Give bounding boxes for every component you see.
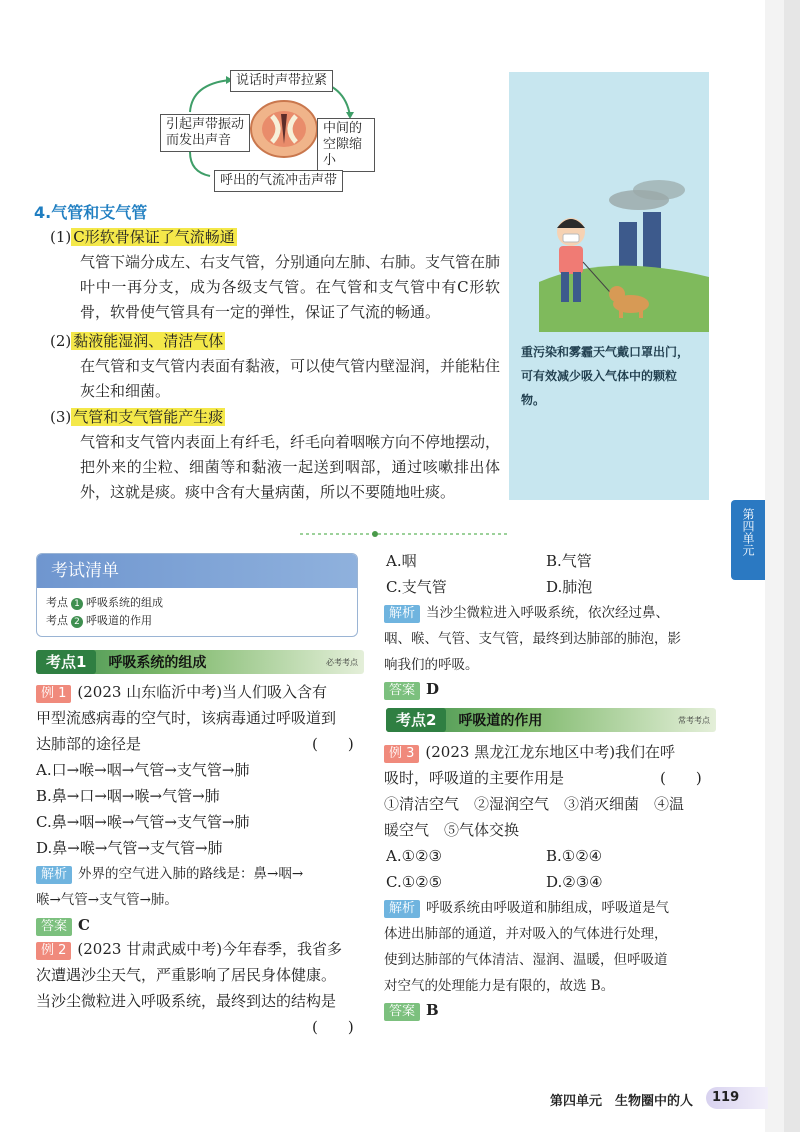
point-2-header bbox=[386, 708, 716, 732]
example-3-option-c: C.①②⑤ bbox=[386, 873, 443, 891]
example-1-line-1 bbox=[36, 681, 327, 703]
answer-tag: 答案 bbox=[384, 682, 420, 700]
example-1-analysis-line-2: 喉→气管→支气管→肺。 bbox=[36, 892, 178, 908]
exam-item-number: 2 bbox=[71, 616, 83, 628]
example-3-analysis-line-2: 体进出肺部的通道，并对吸入的气体进行处理， bbox=[384, 926, 668, 942]
subheading-1 bbox=[50, 226, 237, 247]
analysis-text: 当沙尘微粒进入呼吸系统，依次经过鼻、 bbox=[426, 605, 670, 621]
diagram-label-vibrate: 引起声带振动而发出声音 bbox=[160, 114, 250, 152]
mask-walking-dog-illustration bbox=[509, 72, 709, 332]
footer-unit-title: 第四单元 生物圈中的人 bbox=[550, 1094, 694, 1109]
example-2-line-1 bbox=[36, 938, 342, 960]
example-2-analysis-line-2: 咽、喉、气管、支气管，最终到达肺部的肺泡，影 bbox=[384, 631, 681, 647]
subheading-2 bbox=[50, 330, 225, 351]
answer-value: C bbox=[78, 916, 90, 934]
example-2-answer bbox=[384, 678, 439, 700]
exam-list-title: 考试清单 bbox=[37, 554, 357, 588]
exam-item-label: 考点 bbox=[46, 596, 68, 609]
example-3-option-b: B.①②④ bbox=[546, 847, 603, 865]
point-2-tag: 考点2 bbox=[386, 708, 446, 732]
page-number: 119 bbox=[706, 1087, 768, 1109]
exam-list-box bbox=[36, 553, 358, 637]
example-3-statements-line-2: 暖空气 ⑤气体交换 bbox=[384, 821, 520, 839]
analysis-tag: 解析 bbox=[384, 605, 420, 623]
example-2-line-2: 次遭遇沙尘天气，严重影响了居民身体健康。 bbox=[36, 966, 337, 984]
exam-list-item bbox=[37, 612, 357, 630]
example-3-statements-line-1: ①清洁空气 ②湿润空气 ③消灭细菌 ④温 bbox=[384, 795, 685, 813]
example-3-line-1 bbox=[384, 741, 675, 763]
answer-value: D bbox=[426, 680, 440, 698]
example-1-option-a: A.口→喉→咽→气管→支气管→肺 bbox=[36, 761, 250, 779]
example-2-tag: 例 2 bbox=[36, 942, 71, 960]
example-2-bracket: ( ) bbox=[312, 1018, 354, 1036]
illustration-caption: 重污染和雾霾天气戴口罩出门，可有效减少吸入气体中的颗粒物。 bbox=[521, 345, 690, 407]
answer-tag: 答案 bbox=[384, 1003, 420, 1021]
point-1-header bbox=[36, 650, 364, 674]
example-1-line-2: 甲型流感病毒的空气时，该病毒通过呼吸道到 bbox=[36, 709, 337, 727]
diagram-label-airflow: 呼出的气流冲击声带 bbox=[214, 170, 343, 192]
point-1-note: 必考考点 bbox=[326, 657, 358, 667]
point-1-tag: 考点1 bbox=[36, 650, 96, 674]
subheading-1-text: C形软骨保证了气流畅通 bbox=[73, 228, 235, 246]
subheading-3-num: (3) bbox=[50, 408, 72, 426]
example-1-text: (2023 山东临沂中考)当人们吸入含有 bbox=[77, 683, 328, 701]
example-1-option-b: B.鼻→口→咽→喉→气管→肺 bbox=[36, 787, 220, 805]
page-edge-strip bbox=[784, 0, 800, 1132]
exam-item-label: 考点 bbox=[46, 614, 68, 627]
example-2-analysis-line-3: 响我们的呼吸。 bbox=[384, 657, 479, 673]
section-divider bbox=[300, 531, 510, 537]
paragraph-2: 在气管和支气管内表面有黏液，可以使气管内壁湿润，并能粘住灰尘和细菌。 bbox=[80, 357, 501, 400]
paragraph-1: 气管下端分成左、右支气管，分别通向左肺、右肺。支气管在肺叶中一再分支，成为各级支气管。在气管和支气管中有C形软骨，软骨使气管具有一定的弹性，保证了气流的畅通。 bbox=[80, 253, 501, 321]
point-2-title: 呼吸道的作用 bbox=[458, 713, 543, 729]
answer-value: B bbox=[426, 1001, 439, 1019]
example-2-option-d: D.肺泡 bbox=[546, 578, 593, 596]
example-1-bracket: ( ) bbox=[312, 735, 354, 753]
point-1-title: 呼吸系统的组成 bbox=[108, 655, 207, 671]
example-2-text: (2023 甘肃武威中考)今年春季，我省多 bbox=[77, 940, 343, 958]
example-2-option-c: C.支气管 bbox=[386, 578, 447, 596]
analysis-text: 外界的空气进入肺的路线是：鼻→咽→ bbox=[78, 866, 304, 882]
analysis-tag: 解析 bbox=[384, 900, 420, 918]
exam-item-number: 1 bbox=[71, 598, 83, 610]
unit-side-tab[interactable]: 第四单元 bbox=[731, 500, 765, 580]
exam-item-text: 呼吸系统的组成 bbox=[86, 596, 163, 609]
example-3-text: (2023 黑龙江龙东地区中考)我们在呼 bbox=[425, 743, 676, 761]
example-3-tag: 例 3 bbox=[384, 745, 419, 763]
subheading-1-num: (1) bbox=[50, 228, 72, 246]
subheading-3 bbox=[50, 406, 225, 427]
example-2-option-a: A.咽 bbox=[386, 552, 417, 570]
example-3-bracket: ( ) bbox=[660, 769, 702, 787]
example-1-answer bbox=[36, 914, 90, 936]
example-1-line-3: 达肺部的途径是 bbox=[36, 735, 142, 753]
example-3-option-d: D.②③④ bbox=[546, 873, 603, 891]
example-1-analysis-line-1 bbox=[36, 863, 303, 885]
example-3-answer bbox=[384, 999, 439, 1021]
vocal-cord-diagram bbox=[160, 62, 375, 197]
diagram-label-tighten: 说话时声带拉紧 bbox=[230, 70, 333, 92]
section-title: 4.气管和支气管 bbox=[34, 203, 148, 222]
analysis-tag: 解析 bbox=[36, 866, 72, 884]
example-3-analysis-line-1 bbox=[384, 897, 669, 919]
analysis-text: 呼吸系统由呼吸道和肺组成，呼吸道是气 bbox=[426, 900, 670, 916]
example-2-line-3: 当沙尘微粒进入呼吸系统，最终到达的结构是 bbox=[36, 992, 337, 1010]
example-3-option-a: A.①②③ bbox=[386, 847, 442, 865]
subheading-2-num: (2) bbox=[50, 332, 72, 350]
subheading-3-text: 气管和支气管能产生痰 bbox=[73, 408, 224, 426]
exam-list-item bbox=[37, 594, 357, 612]
example-1-tag: 例 1 bbox=[36, 685, 71, 703]
paragraph-3: 气管和支气管内表面上有纤毛，纤毛向着咽喉方向不停地摆动，把外来的尘粒、细菌等和黏液一起送到咽部，通过咳嗽排出体外，这就是痰。痰中含有大量病菌，所以不要随地吐痰。 bbox=[80, 433, 501, 501]
example-1-option-d: D.鼻→喉→气管→支气管→肺 bbox=[36, 839, 223, 857]
diagram-label-gap: 中间的空隙缩小 bbox=[317, 118, 375, 172]
exam-item-text: 呼吸道的作用 bbox=[86, 614, 152, 627]
example-2-option-b: B.气管 bbox=[546, 552, 592, 570]
example-3-line-2: 吸时，呼吸道的主要作用是 bbox=[384, 769, 565, 787]
example-3-analysis-line-4: 对空气的处理能力是有限的，故选 B。 bbox=[384, 978, 615, 994]
illustration-panel bbox=[509, 72, 709, 500]
example-3-analysis-line-3: 使到达肺部的气体清洁、湿润、温暖，但呼吸道 bbox=[384, 952, 668, 968]
answer-tag: 答案 bbox=[36, 918, 72, 936]
point-2-note: 常考考点 bbox=[678, 715, 710, 725]
subheading-2-text: 黏液能湿润、清洁气体 bbox=[73, 332, 224, 350]
example-1-option-c: C.鼻→咽→喉→气管→支气管→肺 bbox=[36, 813, 250, 831]
example-2-analysis-line-1 bbox=[384, 602, 669, 624]
